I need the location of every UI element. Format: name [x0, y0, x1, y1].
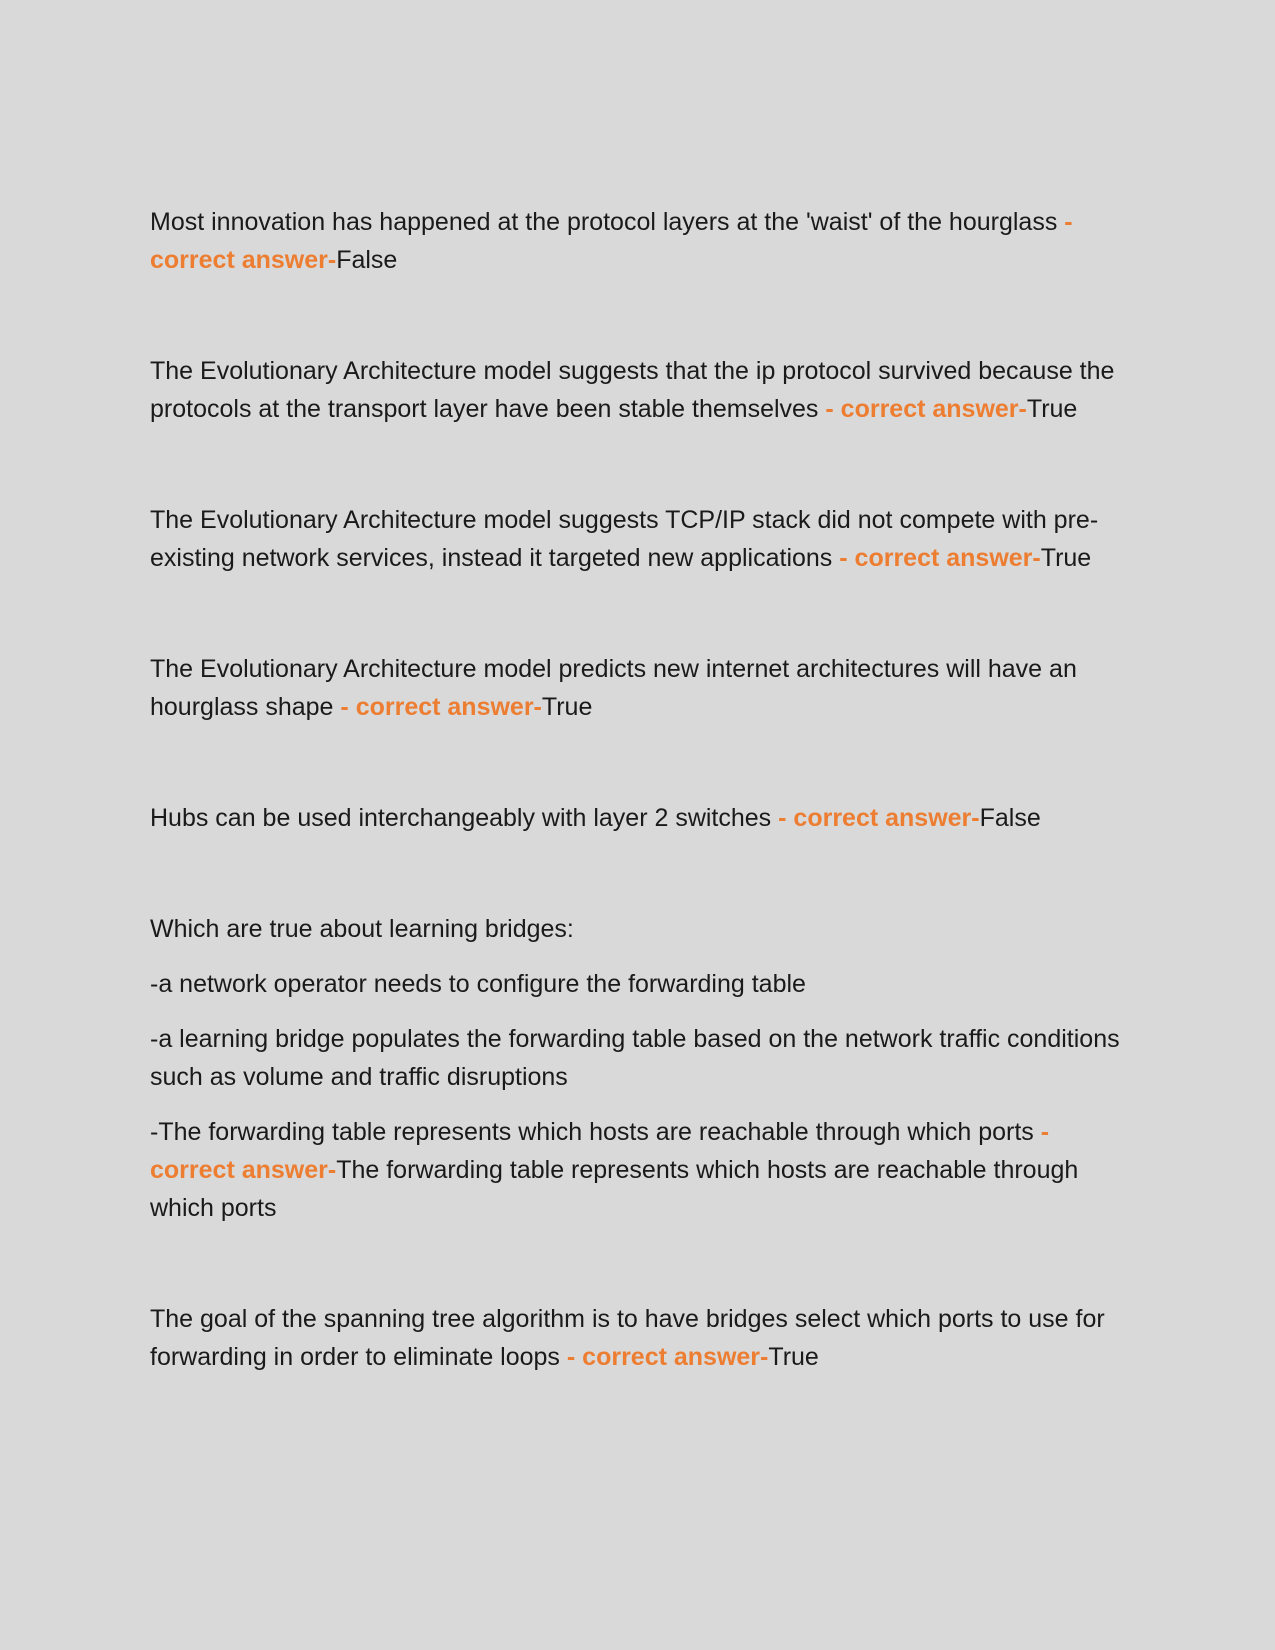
question-item — [150, 910, 1135, 1227]
question-text: The Evolutionary Architecture model suggests TCP/IP stack did not compete with pre-existing network services, instead it targeted new applications - correct answer-True — [150, 506, 1099, 572]
question-text: Which are true about learning bridges: — [150, 915, 574, 943]
answer-separator: - correct answer- — [839, 544, 1041, 572]
question-item — [150, 352, 1135, 428]
question-item — [150, 1300, 1135, 1376]
answer-separator: - correct answer- — [566, 1343, 769, 1371]
answer-text: True — [1040, 544, 1092, 572]
answer-text: True — [1026, 395, 1078, 423]
answer-separator: - correct answer- — [150, 1118, 1050, 1184]
answer-text: True — [768, 1343, 819, 1371]
answer-separator: - correct answer- — [340, 693, 542, 721]
question-text: Hubs can be used interchangeably with layer 2 switches - correct answer-False — [150, 804, 1041, 832]
document-page — [150, 203, 1135, 1376]
question-item — [150, 501, 1135, 577]
answer-separator: - correct answer- — [778, 804, 980, 832]
question-item — [150, 203, 1135, 279]
option-text: -The forwarding table represents which hosts are reachable through which ports - correct answer-The forwarding table represents which hosts are reachable through which ports — [150, 1118, 1079, 1222]
answer-separator: - correct answer- — [825, 395, 1027, 423]
answer-text: False — [979, 804, 1041, 832]
answer-text: False — [336, 246, 398, 274]
question-text: The Evolutionary Architecture model predicts new internet architectures will have an hourglass shape - correct answer-True — [150, 655, 1077, 721]
answer-text: The forwarding table represents which hosts are reachable through which ports — [150, 1156, 1079, 1222]
question-text: The goal of the spanning tree algorithm is to have bridges select which ports to use for forwarding in order to eliminate loops - correct answer-True — [150, 1305, 1105, 1371]
answer-text: True — [541, 693, 593, 721]
option-text: -a learning bridge populates the forwarding table based on the network traffic conditions such as volume and traffic disruptions — [150, 1025, 1120, 1091]
question-item — [150, 799, 1135, 837]
answer-separator: - correct answer- — [150, 208, 1073, 274]
question-text: The Evolutionary Architecture model suggests that the ip protocol survived because the protocols at the transport layer have been stable themselves - correct answer-True — [150, 357, 1115, 423]
option-text: -a network operator needs to configure the forwarding table — [150, 970, 806, 998]
question-text: Most innovation has happened at the protocol layers at the 'waist' of the hourglass - correct answer-False — [150, 208, 1073, 274]
question-item — [150, 650, 1135, 726]
